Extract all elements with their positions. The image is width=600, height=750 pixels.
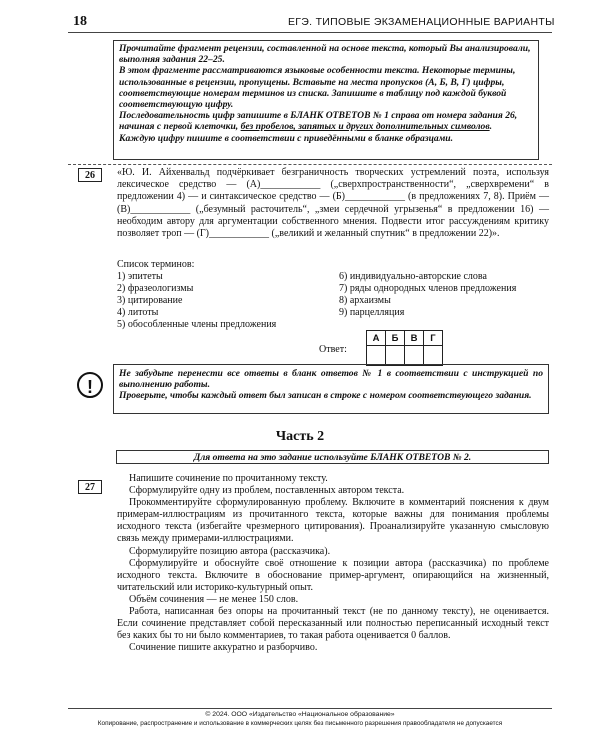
term-item: 7) ряды однородных членов предложения	[339, 283, 517, 295]
term-item: 9) парцелляция	[339, 307, 405, 319]
terms-list-title: Список терминов:	[117, 259, 195, 270]
task-27-paragraph: Напишите сочинение по прочитанному тексту.	[129, 473, 328, 484]
review-fragment: «Ю. И. Айхенвальд подчёркивает безграничность творческих устремлений поэта, используя лексическое средство — (А)____________ („сверхпространственности“, „сверхвремени“ в предложении 4) — и синтаксическое средство — (Б)____________ (в предложениях 7, 8). Приём — (В)____________ („безумный расточитель“, „змеи сердечной угрызенья“ в предложении 16) — необходим автору для аргументации собственного мнения. Подвести итог рассуждениям критику позволяет троп — (Г)____________ („великий и желанный спутник“ в предложении 22)».	[117, 167, 549, 240]
header-divider	[68, 32, 552, 33]
term-item: 5) обособленные члены предложения	[117, 319, 277, 331]
instruction-p2: В этом фрагменте рассматриваются языковые особенности текста. Некоторые термины, использованные в рецензии, пропущены. Вставьте на места пропусков (А, Б, В, Г) цифры, соответствующие номерам терминов из списка. Запишите в таблицу под каждой буквой соответствующую цифру.	[119, 65, 516, 111]
exclamation-icon: !	[77, 372, 103, 398]
answer-cell-a[interactable]	[367, 346, 386, 366]
terms-list-left	[117, 271, 276, 331]
task-27-paragraph: Объём сочинения — не менее 150 слов.	[129, 593, 299, 605]
part-2-title: Часть 2	[275, 429, 325, 444]
task-27-number: 27	[78, 480, 102, 494]
answer-cell-v[interactable]	[405, 346, 424, 366]
term-item: 8) архаизмы	[339, 295, 391, 307]
task-27-paragraph: Сформулируйте позицию автора (рассказчика).	[129, 545, 331, 557]
notice-p1: Не забудьте перенести все ответы в бланк ответов № 1 в соответствии с инструкцией по выполнению работы.	[119, 368, 543, 391]
answer-cell-b[interactable]	[386, 346, 405, 366]
task-27-paragraph: Сочинение пишите аккуратно и разборчиво.	[129, 642, 318, 654]
answer-letter-g: Г	[424, 331, 443, 346]
instruction-p3-a: Последовательность цифр запишите в БЛАНК ОТВЕТОВ № 1 справа от номера задания 26, начиная с первой клеточки,	[119, 110, 518, 133]
instruction-p1: Прочитайте фрагмент рецензии, составленной на основе текста, который Вы анализировали, выполняя задания 22–25.	[119, 43, 531, 66]
task-26-number: 26	[78, 168, 102, 182]
notice-box	[113, 364, 549, 414]
answer-label: Ответ:	[319, 344, 347, 355]
answer-letter-b: Б	[386, 331, 405, 346]
section-divider	[68, 164, 552, 165]
instruction-box	[113, 40, 539, 160]
part-2-instruction: Для ответа на это задание используйте БЛАНК ОТВЕТОВ № 2.	[116, 450, 549, 464]
term-item: 2) фразеологизмы	[117, 283, 194, 295]
page-number: 18	[73, 14, 87, 29]
page-header-title: ЕГЭ. ТИПОВЫЕ ЭКЗАМЕНАЦИОННЫЕ ВАРИАНТЫ	[288, 16, 555, 28]
footer-notice: Копирование, распространение и использование в коммерческих целях без письменного разрешения правообладателя не допускается	[97, 720, 503, 727]
term-item: 6) индивидуально-авторские слова	[339, 271, 487, 282]
term-item: 3) цитирование	[117, 295, 183, 307]
notice-p2: Проверьте, чтобы каждый ответ был записан в строке с номером соответствующего задания.	[119, 390, 532, 402]
term-item: 4) литоты	[117, 307, 159, 319]
answer-table	[366, 330, 443, 366]
term-item: 1) эпитеты	[117, 271, 163, 282]
footer-divider	[68, 708, 552, 709]
instruction-p4: Каждую цифру пишите в соответствии с приведёнными в бланке образцами.	[119, 132, 454, 144]
task-27-paragraph: Прокомментируйте сформулированную проблему. Включите в комментарий пояснения к двум примерам-иллюстрациям из прочитанного текста, которые важны для понимания проблемы исходного текста (избегайте чрезмерного цитирования). Проанализируйте указанную смысловую связь между примерами-иллюстрациями.	[117, 497, 549, 545]
answer-letter-v: В	[405, 331, 424, 346]
task-27-text	[117, 473, 549, 654]
answer-letter-a: А	[367, 331, 386, 346]
instruction-p3-b: .	[489, 121, 493, 133]
footer-copyright: © 2024. ООО «Издательство «Национальное образование»	[205, 711, 395, 718]
task-27-paragraph: Работа, написанная без опоры на прочитанный текст (не по данному тексту), не оценивается. Если сочинение представляет собой пересказанный или полностью переписанный исходный текст без каких бы то ни было комментариев, то такая работа оценивается 0 баллов.	[117, 606, 549, 642]
task-27-paragraph: Сформулируйте и обоснуйте своё отношение к позиции автора (рассказчика) по проблеме исходного текста. Включите в обоснование пример-аргумент, опирающийся на жизненный, читательский или историко-культурный опыт.	[117, 557, 549, 593]
task-26-text	[117, 167, 549, 240]
instruction-p3-underlined: без пробелов, запятых и других дополнительных символов	[240, 121, 490, 133]
terms-list-right	[339, 271, 516, 319]
answer-cell-g[interactable]	[424, 346, 443, 366]
instruction-p3	[119, 110, 533, 132]
task-27-paragraph: Сформулируйте одну из проблем, поставленных автором текста.	[129, 485, 405, 497]
